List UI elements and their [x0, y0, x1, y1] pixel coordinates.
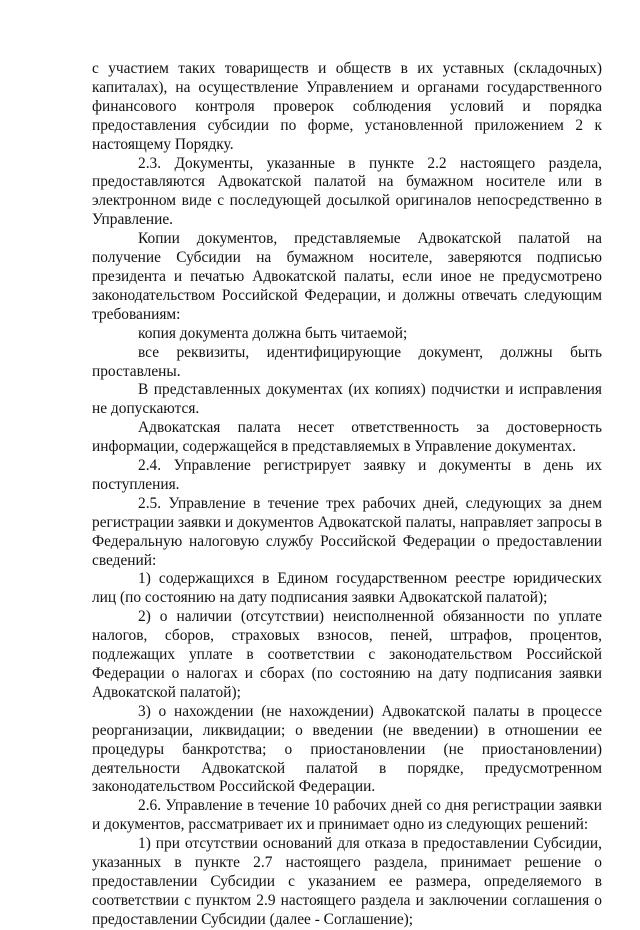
- paragraph-2-5-item-3: 3) о нахождении (не нахождении) Адвокатской палаты в процессе реорганизации, ликвидации; о введении (не введении) в отношении ее процедуры банкротства; о приостановлении (не приостановлении) деятельности Адвокатской палатой в порядке, предусмотренном законодательством Российской Федерации.: [92, 702, 602, 796]
- paragraph-requirement-readable: копия документа должна быть читаемой;: [138, 324, 408, 342]
- paragraph-2-6: 2.6. Управление в течение 10 рабочих дней со дня регистрации заявки и документов, рассматривает их и принимает одно из следующих решений:: [92, 797, 602, 834]
- document-body: [92, 60, 602, 930]
- paragraph-consent-continuation: с участием таких товариществ и обществ в их уставных (складочных) капиталах), на осуществление Управлением и органами государственного финансового контроля проверок соблюдения условий и порядка предоставления субсидии по форме, установленной приложением 2 к настоящему Порядку.: [92, 60, 602, 153]
- paragraph-responsibility: Адвокатская палата несет ответственность за достоверность информации, содержащейся в представляемых в Управление документах.: [92, 419, 602, 456]
- paragraph-2-5-item-2: 2) о наличии (отсутствии) неисполненной обязанности по уплате налогов, сборов, страховых взносов, пеней, штрафов, процентов, подлежащих уплате в соответствии с законодательством Российской Федерации о налогах и сборах (по состоянию на дату подписания заявки Адвокатской палатой);: [92, 608, 602, 701]
- paragraph-2-5: 2.5. Управление в течение трех рабочих дней, следующих за днем регистрации заявки и документов Адвокатской палаты, направляет запросы в Федеральную налоговую службу Российской Федерации о предоставлении сведений:: [92, 494, 602, 569]
- paragraph-2-5-item-1: 1) содержащихся в Едином государственном реестре юридических лиц (по состоянию на дату подписания заявки Адвокатской палатой);: [92, 570, 602, 607]
- paragraph-2-4: 2.4. Управление регистрирует заявку и документы в день их поступления.: [92, 457, 602, 493]
- paragraph-2-6-item-1: 1) при отсутствии оснований для отказа в предоставлении Субсидии, указанных в пункте 2.7 настоящего раздела, принимает решение о предоставлении Субсидии с указанием ее размера, определяемого в соответствии с пунктом 2.9 настоящего раздела и заключении соглашения о предоставлении Субсидии (далее - Соглашение);: [92, 835, 602, 928]
- paragraph-2-3: 2.3. Документы, указанные в пункте 2.2 настоящего раздела, предоставляются Адвокатской палатой на бумажном носителе или в электронном виде с последующей досылкой оригиналов непосредственно в Управление.: [92, 154, 602, 229]
- paragraph-copies: Копии документов, представляемые Адвокатской палатой на получение Субсидии на бумажном носителе, заверяются подписью президента и печатью Адвокатской палаты, если иное не предусмотрено законодательством Российской Федерации, и должны отвечать следующим требованиям:: [92, 230, 602, 323]
- paragraph-no-corrections: В представленных документах (их копиях) подчистки и исправления не допускаются.: [92, 381, 602, 418]
- paragraph-requirement-details: все реквизиты, идентифицирующие документ, должны быть проставлены.: [92, 343, 602, 380]
